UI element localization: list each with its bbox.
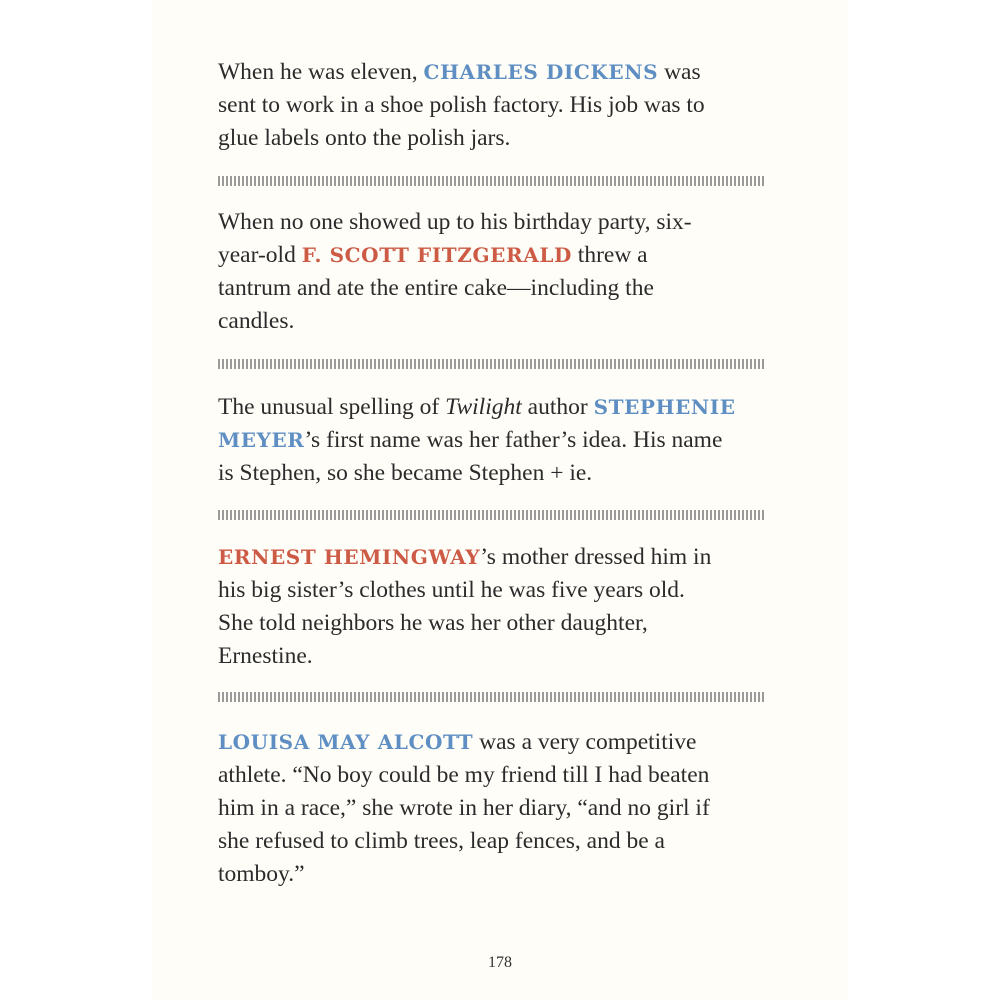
page-number: 178 (488, 954, 512, 971)
divider (218, 359, 766, 369)
fact-stephenie-meyer: The unusual spelling of Twilight author STEPHENIE MEYER’s first name was her father’s idea. His name is Stephen, so she became Stephen + ie. (218, 394, 736, 486)
author-name: LOUISA MAY ALCOTT (218, 730, 474, 754)
fact-louisa-may-alcott: LOUISA MAY ALCOTT was a very competitive athlete. “No boy could be my friend till I had beaten him in a race,” she wrote in her diary, “and no girl if she refused to climb trees, leap fences, and be a tomboy.” (218, 729, 710, 887)
author-name: STEPHENIE (593, 395, 736, 419)
author-name: F. SCOTT FITZGERALD (301, 243, 572, 267)
fact-charles-dickens: When he was eleven, CHARLES DICKENS was sent to work in a shoe polish factory. His job was to glue labels onto the polish jars. (218, 59, 705, 151)
fact-f-scott-fitzgerald: When no one showed up to his birthday party, six- year-old F. SCOTT FITZGERALD threw a tantrum and ate the entire cake—including the candles. (218, 209, 692, 334)
author-name: ERNEST HEMINGWAY (218, 545, 481, 569)
divider (218, 692, 766, 702)
author-name: MEYER (218, 428, 305, 452)
author-name: CHARLES DICKENS (423, 60, 659, 84)
divider (218, 510, 766, 520)
book-title: Twilight (445, 394, 522, 420)
divider (218, 176, 766, 186)
book-page (152, 0, 848, 1000)
fact-ernest-hemingway: ERNEST HEMINGWAY’s mother dressed him in his big sister’s clothes until he was five years old. She told neighbors he was her other daughter, Ernestine. (218, 544, 712, 669)
